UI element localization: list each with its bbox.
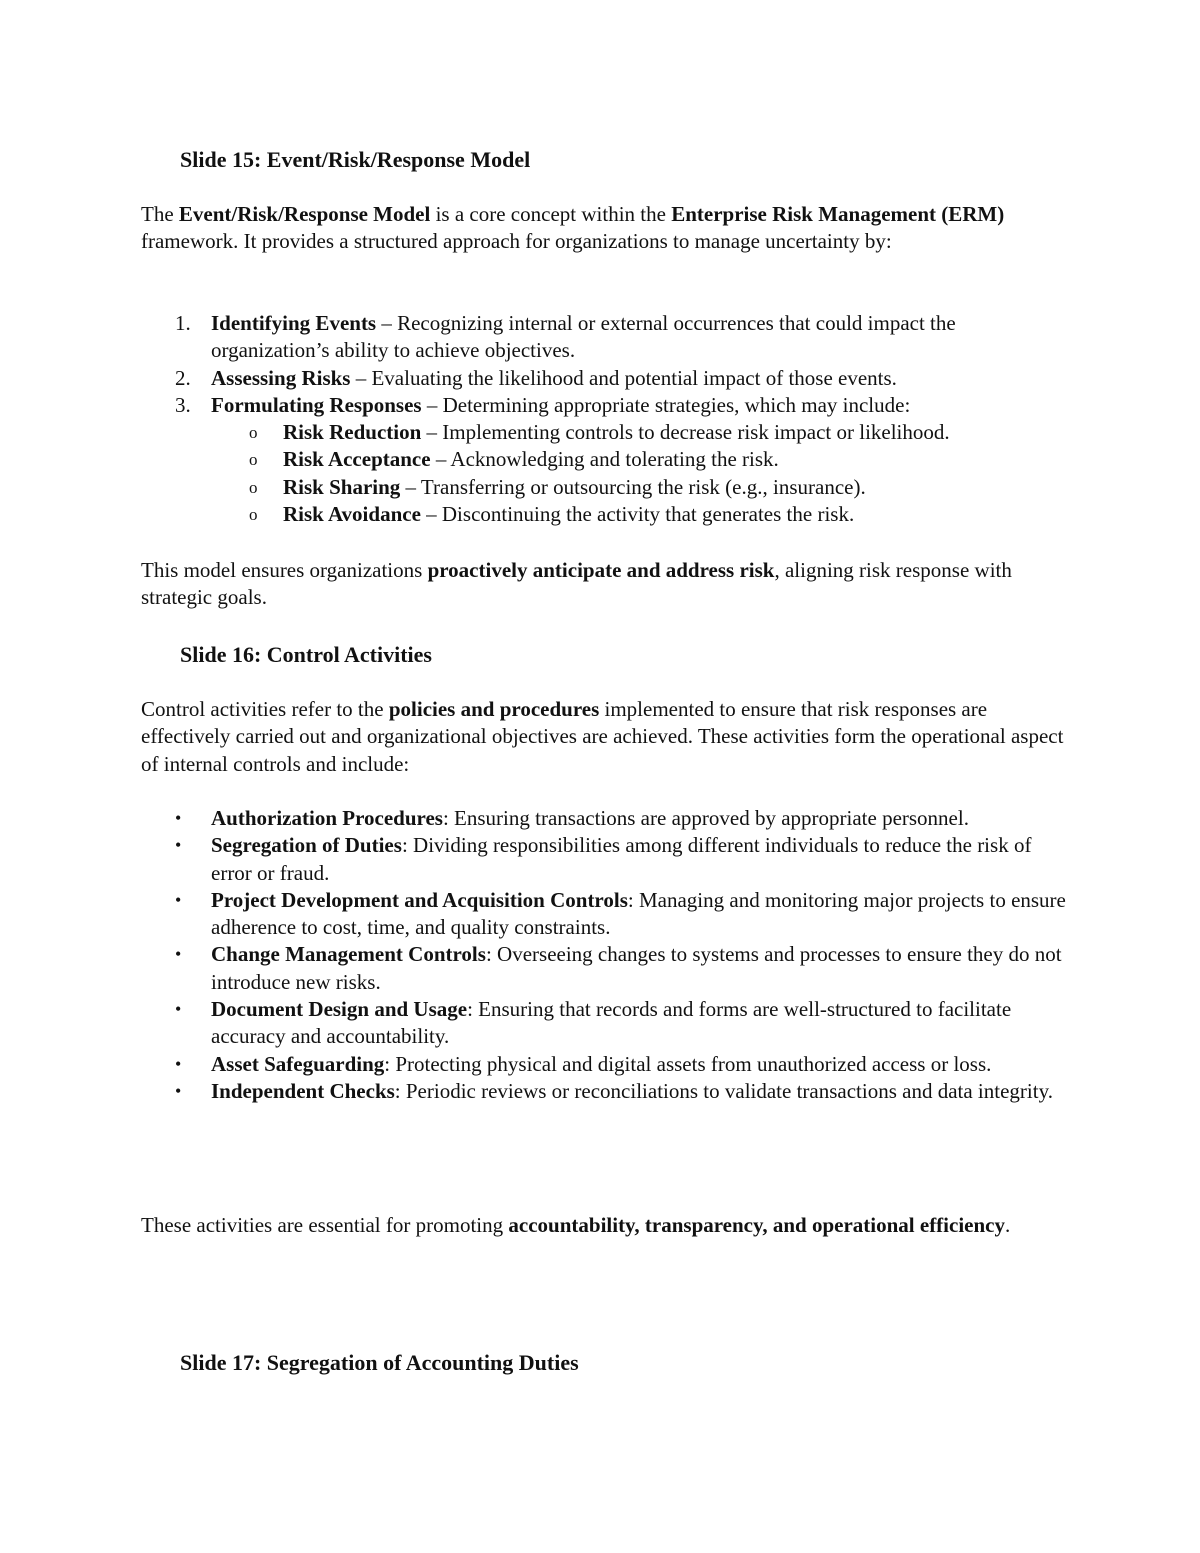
- slide-16-summary: [141, 1212, 1031, 1239]
- list-item-description: – Discontinuing the activity that generates the risk.: [420, 502, 855, 527]
- list-item-description: – Determining appropriate strategies, which may include:: [421, 392, 911, 417]
- intro-text: implemented to ensure that risk responses are effectively carried out and organizational objectives are achieved. These activities form the operational aspect of internal controls and include:: [141, 697, 1064, 776]
- list-item-description: – Acknowledging and tolerating the risk.: [430, 447, 779, 472]
- intro-text: framework. It provides a structured approach for organizations to manage uncertainty by:: [141, 229, 892, 254]
- list-number: 3.: [175, 392, 191, 417]
- list-item-term: Risk Avoidance: [283, 502, 421, 527]
- list-item-authorization-procedures: [141, 805, 1071, 832]
- slide-15-summary: [141, 557, 1021, 612]
- circle-bullet-icon: o: [249, 505, 258, 525]
- response-strategies-list: [141, 419, 1001, 528]
- list-item-project-development-controls: [141, 887, 1071, 942]
- list-item-description: – Transferring or outsourcing the risk (e.g., insurance).: [400, 474, 866, 499]
- slide-15-intro: [141, 201, 1061, 256]
- summary-text: This model ensures organizations: [141, 558, 428, 582]
- list-item-description: : Dividing responsibilities among different individuals to reduce the risk of error or fraud.: [211, 833, 1032, 885]
- list-item-formulating-responses: [141, 392, 1071, 528]
- circle-bullet-icon: o: [249, 450, 258, 470]
- list-item-segregation-of-duties: [141, 832, 1071, 887]
- summary-text: .: [1005, 1213, 1011, 1237]
- list-item-description: : Protecting physical and digital assets from unauthorized access or loss.: [384, 1051, 992, 1076]
- list-item-description: : Managing and monitoring major projects to ensure adherence to cost, time, and quality constraints.: [211, 887, 1066, 940]
- list-item-change-management-controls: [141, 941, 1071, 996]
- list-item-term: Identifying Events: [211, 311, 377, 335]
- bullet-icon: •: [175, 808, 182, 828]
- bullet-icon: •: [175, 889, 182, 910]
- list-item-term: Authorization Procedures: [211, 806, 443, 830]
- list-item-risk-sharing: [141, 474, 1083, 501]
- summary-text: , aligning risk response with strategic goals.: [141, 558, 1012, 610]
- intro-text: is a core concept within the: [430, 202, 672, 226]
- list-item-term: Risk Acceptance: [283, 447, 431, 472]
- bullet-icon: •: [175, 944, 182, 965]
- bullet-icon: •: [175, 999, 182, 1020]
- list-item-term: Asset Safeguarding: [211, 1051, 385, 1076]
- list-item-description: : Ensuring transactions are approved by appropriate personnel.: [442, 806, 969, 830]
- list-item-independent-checks: [141, 1078, 1071, 1105]
- intro-text: The: [141, 202, 179, 226]
- circle-bullet-icon: o: [249, 477, 258, 497]
- bullet-icon: •: [175, 835, 182, 856]
- intro-bold-term: policies and procedures: [388, 697, 600, 721]
- list-item-description: : Periodic reviews or reconciliations to validate transactions and data integrity.: [394, 1078, 1053, 1103]
- summary-bold-term: accountability, transparency, and operational efficiency: [508, 1213, 1005, 1237]
- bullet-icon: •: [175, 1053, 182, 1074]
- list-item-term: Assessing Risks: [211, 365, 351, 390]
- list-item-risk-acceptance: [141, 446, 1083, 473]
- list-item-term: Formulating Responses: [211, 392, 422, 417]
- list-item-term: Document Design and Usage: [211, 997, 468, 1022]
- list-item-description: – Recognizing internal or external occurrences that could impact the organization’s ability to achieve objectives.: [211, 311, 956, 363]
- list-item-assessing-risks: [141, 365, 1071, 392]
- intro-text: Control activities refer to the: [141, 697, 389, 721]
- control-activities-list: [141, 805, 1071, 1105]
- list-item-term: Independent Checks: [211, 1078, 395, 1103]
- list-item-term: Segregation of Duties: [211, 833, 402, 858]
- list-item-term: Change Management Controls: [211, 942, 486, 967]
- summary-text: These activities are essential for promoting: [141, 1213, 509, 1237]
- list-item-document-design-and-usage: [141, 996, 1071, 1051]
- slide-16-title: Slide 16: Control Activities: [180, 642, 432, 667]
- list-item-term: Project Development and Acquisition Controls: [211, 887, 628, 912]
- list-item-description: – Evaluating the likelihood and potential impact of those events.: [350, 365, 897, 390]
- bullet-icon: •: [175, 1080, 182, 1101]
- list-item-asset-safeguarding: [141, 1051, 1071, 1078]
- list-item-description: – Implementing controls to decrease risk impact or likelihood.: [421, 420, 950, 445]
- list-item-risk-avoidance: [141, 501, 1083, 528]
- list-item-risk-reduction: [141, 419, 1083, 446]
- slide-16-intro: [141, 696, 1066, 778]
- list-number: 2.: [175, 365, 191, 390]
- list-item-description: : Overseeing changes to systems and processes to ensure they do not introduce new risks.: [211, 942, 1062, 994]
- list-item-term: Risk Sharing: [283, 474, 401, 499]
- slide-17-title: Slide 17: Segregation of Accounting Duties: [180, 1350, 579, 1375]
- list-item-identifying-events: [141, 310, 1071, 365]
- summary-bold-term: proactively anticipate and address risk: [427, 558, 775, 582]
- list-item-term: Risk Reduction: [283, 420, 422, 445]
- circle-bullet-icon: o: [249, 423, 258, 443]
- intro-bold-term: Enterprise Risk Management (ERM): [671, 202, 1005, 226]
- list-item-description: : Ensuring that records and forms are well-structured to facilitate accuracy and accountability.: [211, 997, 1012, 1049]
- list-number: 1.: [175, 311, 191, 335]
- event-risk-response-steps: [141, 310, 1071, 528]
- intro-bold-term: Event/Risk/Response Model: [178, 202, 431, 226]
- slide-15-title: Slide 15: Event/Risk/Response Model: [180, 147, 531, 172]
